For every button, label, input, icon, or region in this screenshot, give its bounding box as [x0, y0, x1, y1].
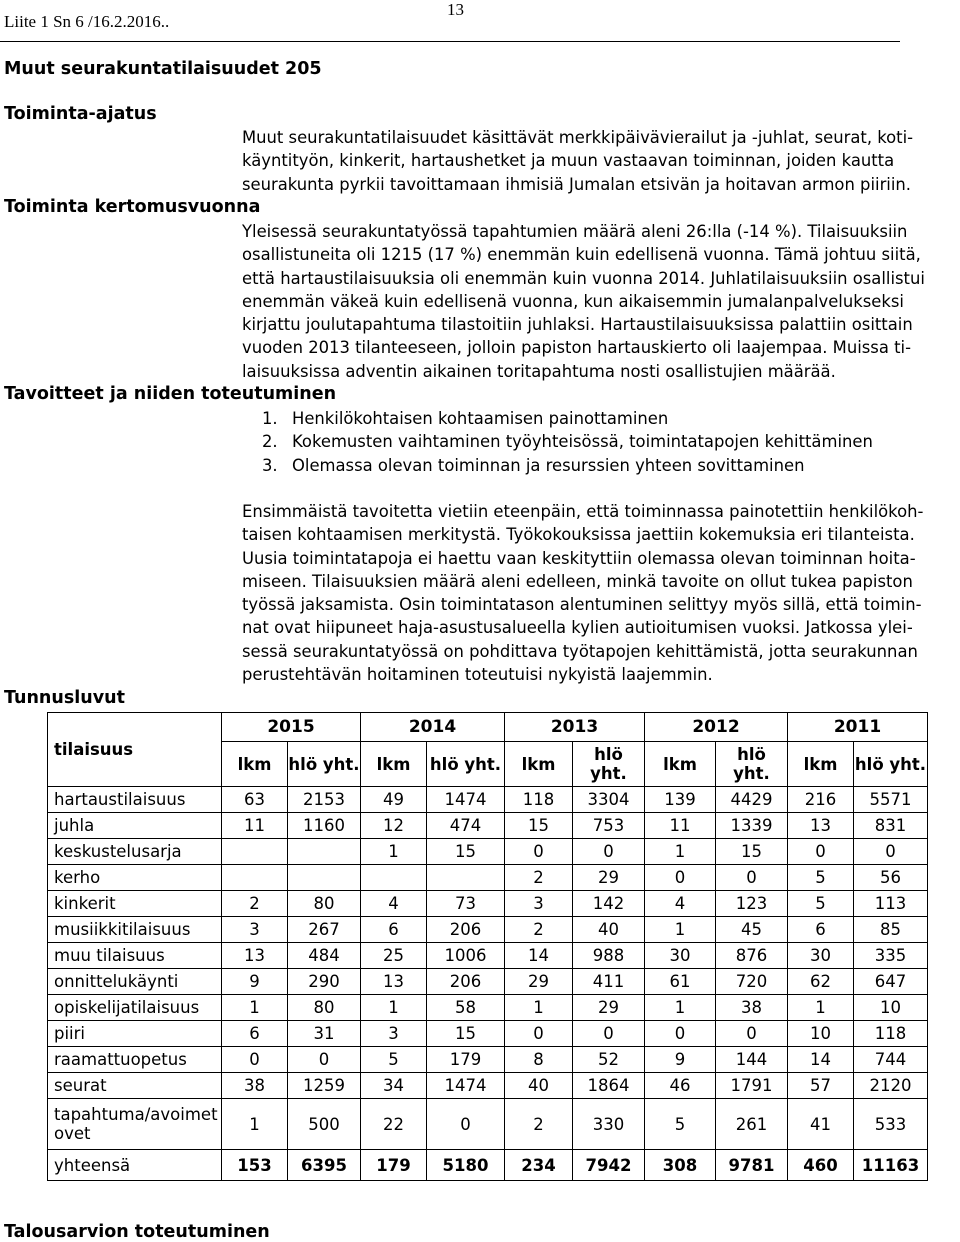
- row-label: raamattuopetus: [48, 1047, 222, 1073]
- text-line: nat ovat hiipuneet haja-asustusalueella kylien autioitumisen vuoksi. Jatkossa ylei-: [242, 618, 913, 638]
- table-cell: 1: [645, 995, 716, 1021]
- table-cell: 15: [427, 1021, 505, 1047]
- row-header: tilaisuus: [48, 713, 222, 787]
- table-cell: 290: [288, 969, 361, 995]
- table-cell: 6: [788, 917, 854, 943]
- table-cell: 0: [645, 1021, 716, 1047]
- table-cell: 57: [788, 1073, 854, 1099]
- row-label: juhla: [48, 813, 222, 839]
- sub-header: lkm: [645, 742, 716, 787]
- table-cell: 753: [573, 813, 645, 839]
- table-cell: 267: [288, 917, 361, 943]
- table-cell: 61: [645, 969, 716, 995]
- table-cell: 1339: [716, 813, 788, 839]
- table-cell: 3304: [573, 787, 645, 813]
- table-cell: 0: [573, 839, 645, 865]
- text-line: sessä seurakuntatyössä on pohdittava työtapojen kehittämistä, jotta seurakunnan: [242, 641, 918, 661]
- table-cell: 474: [427, 813, 505, 839]
- list-number: 2.: [262, 432, 278, 452]
- table-cell: 3: [505, 891, 573, 917]
- table-cell: 49: [361, 787, 427, 813]
- heading-talousarvio: Talousarvion toteutuminen: [4, 1222, 270, 1242]
- table-cell: 1: [788, 995, 854, 1021]
- table-cell: 411: [573, 969, 645, 995]
- row-label: keskustelusarja: [48, 839, 222, 865]
- total-cell: 153: [222, 1150, 288, 1181]
- text-line: Uusia toimintatapoja ei haettu vaan keskityttiin olemassa olevan toiminnan hoita-: [242, 548, 916, 568]
- table-cell: 876: [716, 943, 788, 969]
- text-line: seurakunta pyrkii tavoittamaan ihmisiä Jumalan etsivän ja hoitavan armon piiriin.: [242, 174, 912, 194]
- table-cell: 15: [427, 839, 505, 865]
- table-cell: 5: [645, 1099, 716, 1150]
- table-cell: 73: [427, 891, 505, 917]
- table-cell: 1160: [288, 813, 361, 839]
- page-number: 13: [447, 0, 464, 19]
- table-cell: 1864: [573, 1073, 645, 1099]
- table-cell: 80: [288, 995, 361, 1021]
- table-cell: 1: [222, 1099, 288, 1150]
- table-cell: 29: [505, 969, 573, 995]
- table-row: [48, 891, 928, 917]
- total-cell: 5180: [427, 1150, 505, 1181]
- table-cell: 1791: [716, 1073, 788, 1099]
- heading-tavoitteet: Tavoitteet ja niiden toteutuminen: [4, 384, 337, 404]
- list-number: 3.: [262, 455, 278, 475]
- table-cell: 22: [361, 1099, 427, 1150]
- table-cell: 330: [573, 1099, 645, 1150]
- total-cell: 7942: [573, 1150, 645, 1181]
- table-cell: 1: [361, 839, 427, 865]
- list-text: Kokemusten vaihtaminen työyhteisössä, toimintatapojen kehittäminen: [292, 432, 873, 452]
- table-cell: 62: [788, 969, 854, 995]
- table-cell: [427, 865, 505, 891]
- year-header: 2012: [645, 713, 788, 742]
- text-line: taisen kohtaamisen merkitystä. Työkokouksissa jaettiin kokemuksia eri tilanteista.: [242, 525, 915, 545]
- table-cell: 4: [645, 891, 716, 917]
- heading-kertomusvuonna: Toiminta kertomusvuonna: [4, 197, 261, 217]
- header-rule: [0, 41, 900, 42]
- table-cell: 1: [645, 917, 716, 943]
- header-left: Liite 1 Sn 6 /16.2.2016..: [4, 12, 170, 31]
- table-cell: 206: [427, 917, 505, 943]
- sub-header: hlö yht.: [573, 742, 645, 787]
- table-row: [48, 969, 928, 995]
- table-cell: 14: [505, 943, 573, 969]
- table-row: [48, 943, 928, 969]
- table-cell: 3: [222, 917, 288, 943]
- total-cell: 6395: [288, 1150, 361, 1181]
- list-text: Henkilökohtaisen kohtaamisen painottaminen: [292, 409, 669, 428]
- table-cell: 2: [222, 891, 288, 917]
- table-cell: 1: [645, 839, 716, 865]
- table-row: [48, 839, 928, 865]
- table-cell: 142: [573, 891, 645, 917]
- sub-header: hlö yht.: [716, 742, 788, 787]
- tavoitteet-list: [262, 407, 873, 477]
- table-cell: 45: [716, 917, 788, 943]
- table-cell: 80: [288, 891, 361, 917]
- table-cell: 63: [222, 787, 288, 813]
- table-cell: 38: [222, 1073, 288, 1099]
- table-cell: 30: [788, 943, 854, 969]
- table-cell: 2: [505, 917, 573, 943]
- table-cell: 10: [788, 1021, 854, 1047]
- table-cell: 206: [427, 969, 505, 995]
- table-cell: [222, 839, 288, 865]
- list-text: Olemassa olevan toiminnan ja resurssien yhteen sovittaminen: [292, 455, 805, 475]
- table-cell: 14: [788, 1047, 854, 1073]
- table-cell: 0: [427, 1099, 505, 1150]
- table-cell: 179: [427, 1047, 505, 1073]
- table-cell: 29: [573, 995, 645, 1021]
- table-cell: 484: [288, 943, 361, 969]
- table-row: [48, 1021, 928, 1047]
- row-label: muu tilaisuus: [48, 943, 222, 969]
- table-cell: 10: [854, 995, 928, 1021]
- table-cell: 38: [716, 995, 788, 1021]
- tavoitteet-text: [242, 500, 923, 686]
- table-cell: 12: [361, 813, 427, 839]
- text-line: osallistuneita oli 1215 (17 %) enemmän kuin edellisenä vuonna. Tämä johtuu siitä,: [242, 245, 921, 265]
- list-item: [262, 430, 873, 453]
- table-cell: 118: [854, 1021, 928, 1047]
- year-header: 2015: [222, 713, 361, 742]
- table-cell: 85: [854, 917, 928, 943]
- table-cell: [361, 865, 427, 891]
- sub-header: lkm: [788, 742, 854, 787]
- table-cell: 9: [222, 969, 288, 995]
- text-line: että hartaustilaisuuksia oli enemmän kuin vuonna 2014. Juhlatilaisuuksiin osallistui: [242, 268, 925, 288]
- table-cell: 13: [788, 813, 854, 839]
- heading-toiminta-ajatus: Toiminta-ajatus: [4, 104, 157, 124]
- table-cell: [288, 839, 361, 865]
- table-cell: 0: [716, 1021, 788, 1047]
- table-cell: 0: [505, 839, 573, 865]
- table-cell: 15: [716, 839, 788, 865]
- table-row: [48, 865, 928, 891]
- table-cell: 744: [854, 1047, 928, 1073]
- table-cell: 1474: [427, 787, 505, 813]
- sub-header: hlö yht.: [854, 742, 928, 787]
- table-cell: 988: [573, 943, 645, 969]
- row-label: hartaustilaisuus: [48, 787, 222, 813]
- sub-header: hlö yht.: [288, 742, 361, 787]
- table-cell: 34: [361, 1073, 427, 1099]
- table-cell: 2: [505, 1099, 573, 1150]
- table-cell: 41: [788, 1099, 854, 1150]
- row-label: kinkerit: [48, 891, 222, 917]
- table-cell: 1: [505, 995, 573, 1021]
- table-cell: 13: [361, 969, 427, 995]
- total-cell: 9781: [716, 1150, 788, 1181]
- table-cell: 30: [645, 943, 716, 969]
- table-cell: 2153: [288, 787, 361, 813]
- table-cell: 0: [505, 1021, 573, 1047]
- table-cell: 6: [222, 1021, 288, 1047]
- table-cell: 1006: [427, 943, 505, 969]
- table-cell: 25: [361, 943, 427, 969]
- table-cell: 58: [427, 995, 505, 1021]
- row-label: kerho: [48, 865, 222, 891]
- table-cell: [288, 865, 361, 891]
- table-cell: 720: [716, 969, 788, 995]
- table-row: [48, 1073, 928, 1099]
- table-cell: 2: [505, 865, 573, 891]
- table-cell: 4: [361, 891, 427, 917]
- table-cell: 0: [716, 865, 788, 891]
- table-cell: 0: [222, 1047, 288, 1073]
- table-cell: 0: [788, 839, 854, 865]
- text-line: enemmän väkeä kuin edellisenä vuonna, kun aikaisemmin jumalanpalvelukseksi: [242, 291, 904, 311]
- table-cell: 11: [222, 813, 288, 839]
- table-cell: 0: [288, 1047, 361, 1073]
- toiminta-ajatus-text: [242, 126, 913, 196]
- sub-header: lkm: [505, 742, 573, 787]
- table-cell: [222, 865, 288, 891]
- text-line: työssä jaksamista. Osin toimintatason alentuminen selittyy myös sillä, että toimin-: [242, 595, 922, 615]
- table-cell: 11: [645, 813, 716, 839]
- table-cell: 9: [645, 1047, 716, 1073]
- text-line: perustehtävän hoitaminen toteutuisi nykyistä laajemmin.: [242, 665, 713, 685]
- row-label: tapahtuma/avoimet ovet: [48, 1099, 222, 1150]
- sub-header: lkm: [361, 742, 427, 787]
- table-cell: 40: [573, 917, 645, 943]
- total-cell: 308: [645, 1150, 716, 1181]
- sub-header: lkm: [222, 742, 288, 787]
- table-cell: 113: [854, 891, 928, 917]
- table-cell: 31: [288, 1021, 361, 1047]
- table-cell: 5: [361, 1047, 427, 1073]
- total-cell: 234: [505, 1150, 573, 1181]
- total-row: [48, 1150, 928, 1181]
- year-header: 2013: [505, 713, 645, 742]
- table-cell: 2120: [854, 1073, 928, 1099]
- table-cell: 13: [222, 943, 288, 969]
- table-cell: 5: [788, 891, 854, 917]
- total-cell: 179: [361, 1150, 427, 1181]
- table-cell: 6: [361, 917, 427, 943]
- table-row: [48, 813, 928, 839]
- table-cell: 5571: [854, 787, 928, 813]
- table-cell: 831: [854, 813, 928, 839]
- year-header: 2014: [361, 713, 505, 742]
- total-cell: 11163: [854, 1150, 928, 1181]
- table-row: [48, 787, 928, 813]
- table-cell: 216: [788, 787, 854, 813]
- text-line: käyntityön, kinkerit, hartaushetket ja muun vastaavan toiminnan, joiden kautta: [242, 151, 895, 171]
- row-label: musiikkitilaisuus: [48, 917, 222, 943]
- table-cell: 4429: [716, 787, 788, 813]
- table-cell: 533: [854, 1099, 928, 1150]
- table-cell: 0: [645, 865, 716, 891]
- table-cell: 3: [361, 1021, 427, 1047]
- table-cell: 1: [361, 995, 427, 1021]
- table-cell: 647: [854, 969, 928, 995]
- table-cell: 5: [788, 865, 854, 891]
- total-label: yhteensä: [48, 1150, 222, 1181]
- table-cell: 40: [505, 1073, 573, 1099]
- table-cell: 15: [505, 813, 573, 839]
- row-label: opiskelijatilaisuus: [48, 995, 222, 1021]
- table-cell: 1259: [288, 1073, 361, 1099]
- kertomus-text: [242, 220, 925, 383]
- text-line: kirjattu joulutapahtuma tilastoitiin juhlaksi. Hartaustilaisuuksissa palattiin osittain: [242, 315, 913, 335]
- table-cell: 0: [854, 839, 928, 865]
- list-item: [262, 454, 873, 477]
- table-cell: 123: [716, 891, 788, 917]
- text-line: Ensimmäistä tavoitetta vietiin eteenpäin, että toiminnassa painotettiin henkilökoh-: [242, 502, 924, 521]
- row-label: piiri: [48, 1021, 222, 1047]
- year-header: 2011: [788, 713, 928, 742]
- table-cell: 56: [854, 865, 928, 891]
- text-line: Muut seurakuntatilaisuudet käsittävät merkkipäivävierailut ja -juhlat, seurat, koti-: [242, 128, 914, 147]
- list-number: 1.: [262, 409, 278, 428]
- table-cell: 144: [716, 1047, 788, 1073]
- text-line: vuoden 2013 tilanteeseen, jolloin papiston hartauskierto oli laajempaa. Muissa ti-: [242, 338, 911, 358]
- table-cell: 261: [716, 1099, 788, 1150]
- sub-header: hlö yht.: [427, 742, 505, 787]
- row-label: onnittelukäynti: [48, 969, 222, 995]
- page-title: Muut seurakuntatilaisuudet 205: [4, 59, 322, 79]
- table-cell: 118: [505, 787, 573, 813]
- table-cell: 0: [573, 1021, 645, 1047]
- text-line: laisuuksissa adventin aikainen toritapahtuma nosti osallistujien määrää.: [242, 361, 836, 381]
- row-label: seurat: [48, 1073, 222, 1099]
- text-line: Yleisessä seurakuntatyössä tapahtumien määrä aleni 26:lla (-14 %). Tilaisuuksiin: [242, 222, 908, 241]
- table-cell: 1474: [427, 1073, 505, 1099]
- text-line: miseen. Tilaisuuksien määrä aleni edelleen, minkä tavoite on ollut tukea papiston: [242, 571, 913, 591]
- table-cell: 52: [573, 1047, 645, 1073]
- table-cell: 29: [573, 865, 645, 891]
- table-cell: 46: [645, 1073, 716, 1099]
- table-row: [48, 995, 928, 1021]
- table-row: [48, 1047, 928, 1073]
- table-cell: 1: [222, 995, 288, 1021]
- table-cell: 8: [505, 1047, 573, 1073]
- table-cell: 500: [288, 1099, 361, 1150]
- table-row: [48, 917, 928, 943]
- table-cell: 139: [645, 787, 716, 813]
- heading-tunnusluvut: Tunnusluvut: [4, 688, 125, 708]
- table-row: [48, 1099, 928, 1150]
- list-item: [262, 407, 873, 430]
- stats-table: [47, 712, 928, 1181]
- total-cell: 460: [788, 1150, 854, 1181]
- table-cell: 335: [854, 943, 928, 969]
